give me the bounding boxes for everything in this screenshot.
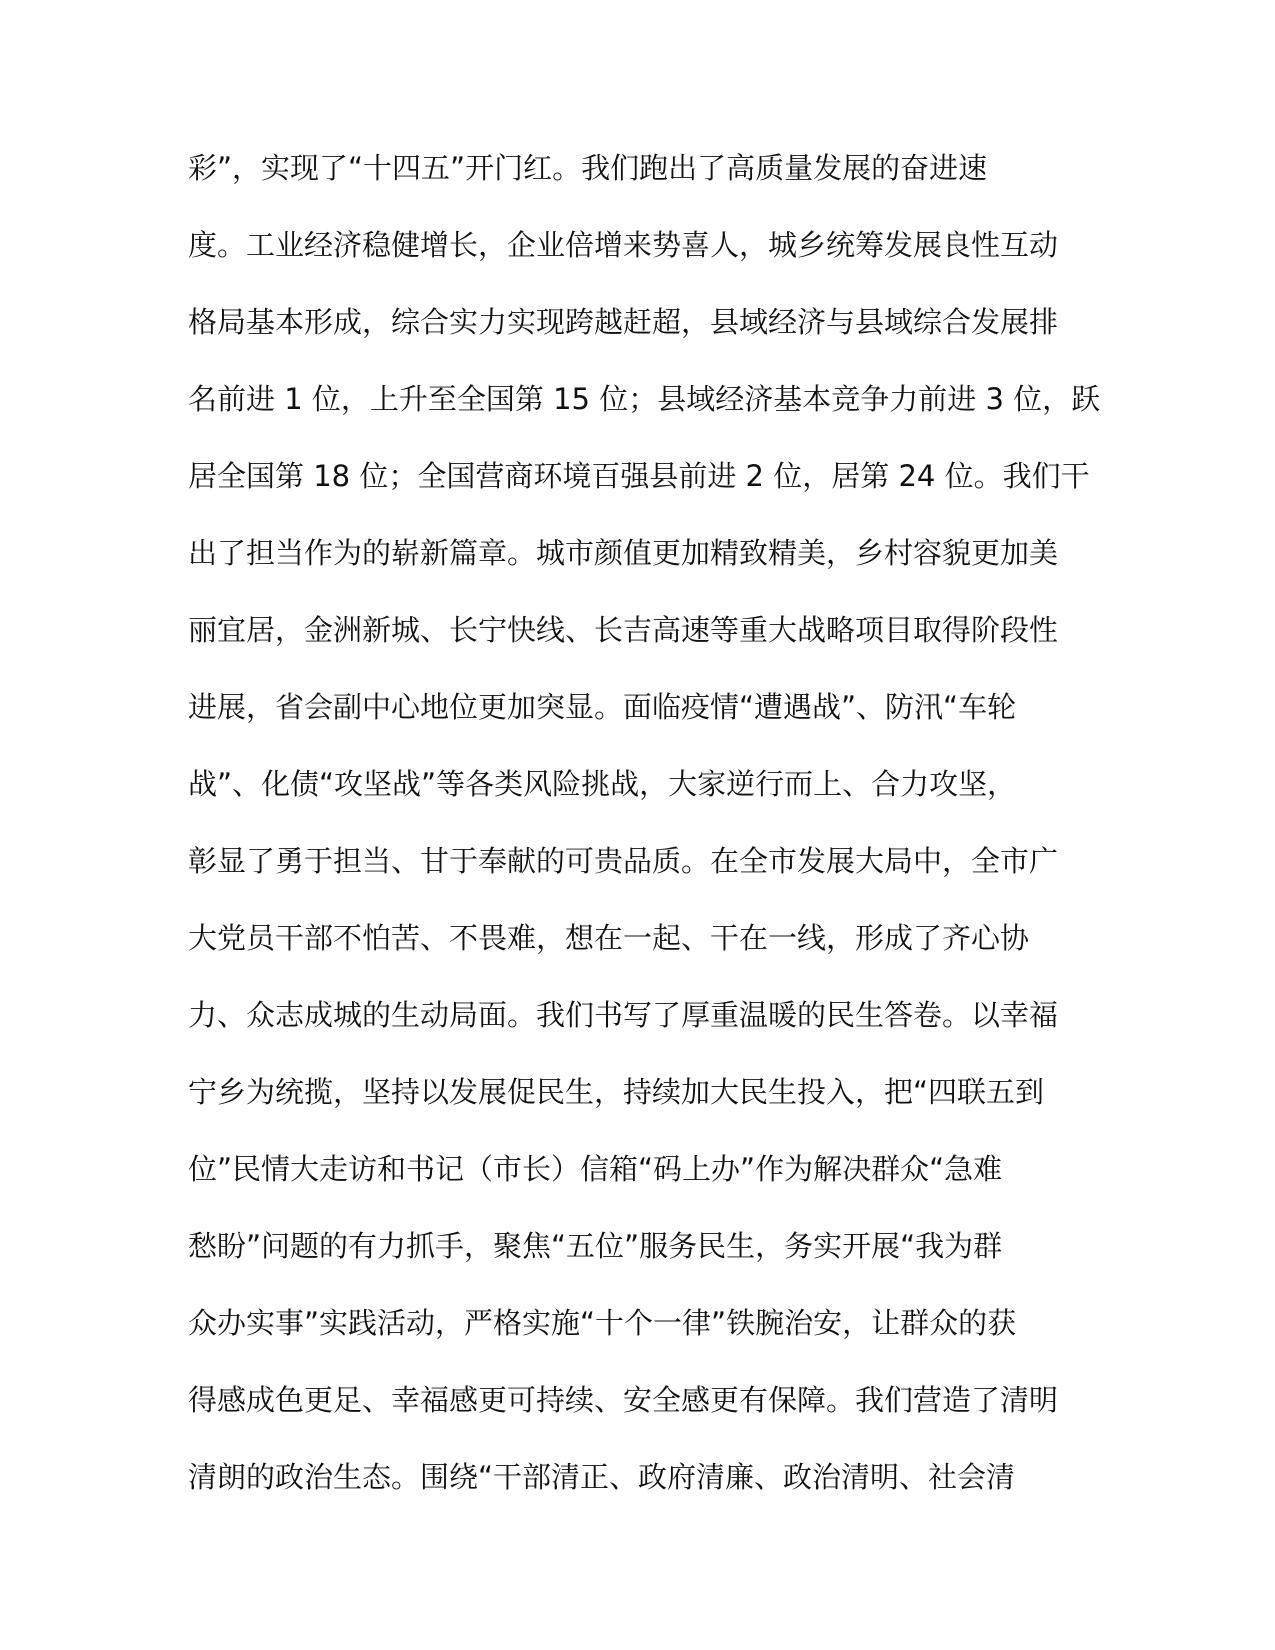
text-line: 得感成色更足、幸福感更可持续、安全感更有保障。我们营造了清明 <box>188 1383 1059 1417</box>
text-line: 愁盼”问题的有力抓手，聚焦“五位”服务民生，务实开展“我为群 <box>188 1229 1003 1263</box>
text-line: 宁乡为统揽，坚持以发展促民生，持续加大民生投入，把“四联五到 <box>188 1075 1045 1109</box>
text-line: 出了担当作为的崭新篇章。城市颜值更加精致精美，乡村容貌更加美 <box>188 536 1059 570</box>
text-line: 战”、化债“攻坚战”等各类风险挑战，大家逆行而上、合力攻坚， <box>188 767 1017 801</box>
text-line: 度。工业经济稳健增长，企业倍增来势喜人，城乡统筹发展良性互动 <box>188 228 1059 262</box>
text-line: 清朗的政治生态。围绕“干部清正、政府清廉、政治清明、社会清 <box>188 1460 1016 1494</box>
text-line: 彩”，实现了“十四五”开门红。我们跑出了高质量发展的奋进速 <box>188 151 988 185</box>
text-line: 众办实事”实践活动，严格实施“十个一律”铁腕治安，让群众的获 <box>188 1306 1017 1340</box>
text-line: 居全国第 18 位；全国营商环境百强县前进 2 位，居第 24 位。我们干 <box>188 459 1090 493</box>
text-line: 彰显了勇于担当、甘于奉献的可贵品质。在全市发展大局中，全市广 <box>188 844 1059 878</box>
text-line: 进展，省会副中心地位更加突显。面临疫情“遭遇战”、防汛“车轮 <box>188 690 1017 724</box>
text-line: 大党员干部不怕苦、不畏难，想在一起、干在一线，形成了齐心协 <box>188 921 1030 955</box>
text-line: 名前进 1 位，上升至全国第 15 位；县域经济基本竞争力前进 3 位，跃 <box>188 382 1101 416</box>
text-line: 力、众志成城的生动局面。我们书写了厚重温暖的民生答卷。以幸福 <box>188 998 1059 1032</box>
text-line: 丽宜居，金洲新城、长宁快线、长吉高速等重大战略项目取得阶段性 <box>188 613 1059 647</box>
text-line: 格局基本形成，综合实力实现跨越赶超，县域经济与县域综合发展排 <box>188 305 1059 339</box>
body-paragraph <box>188 146 1101 1532</box>
text-line: 位”民情大走访和书记（市长）信箱“码上办”作为解决群众“急难 <box>188 1152 1003 1186</box>
